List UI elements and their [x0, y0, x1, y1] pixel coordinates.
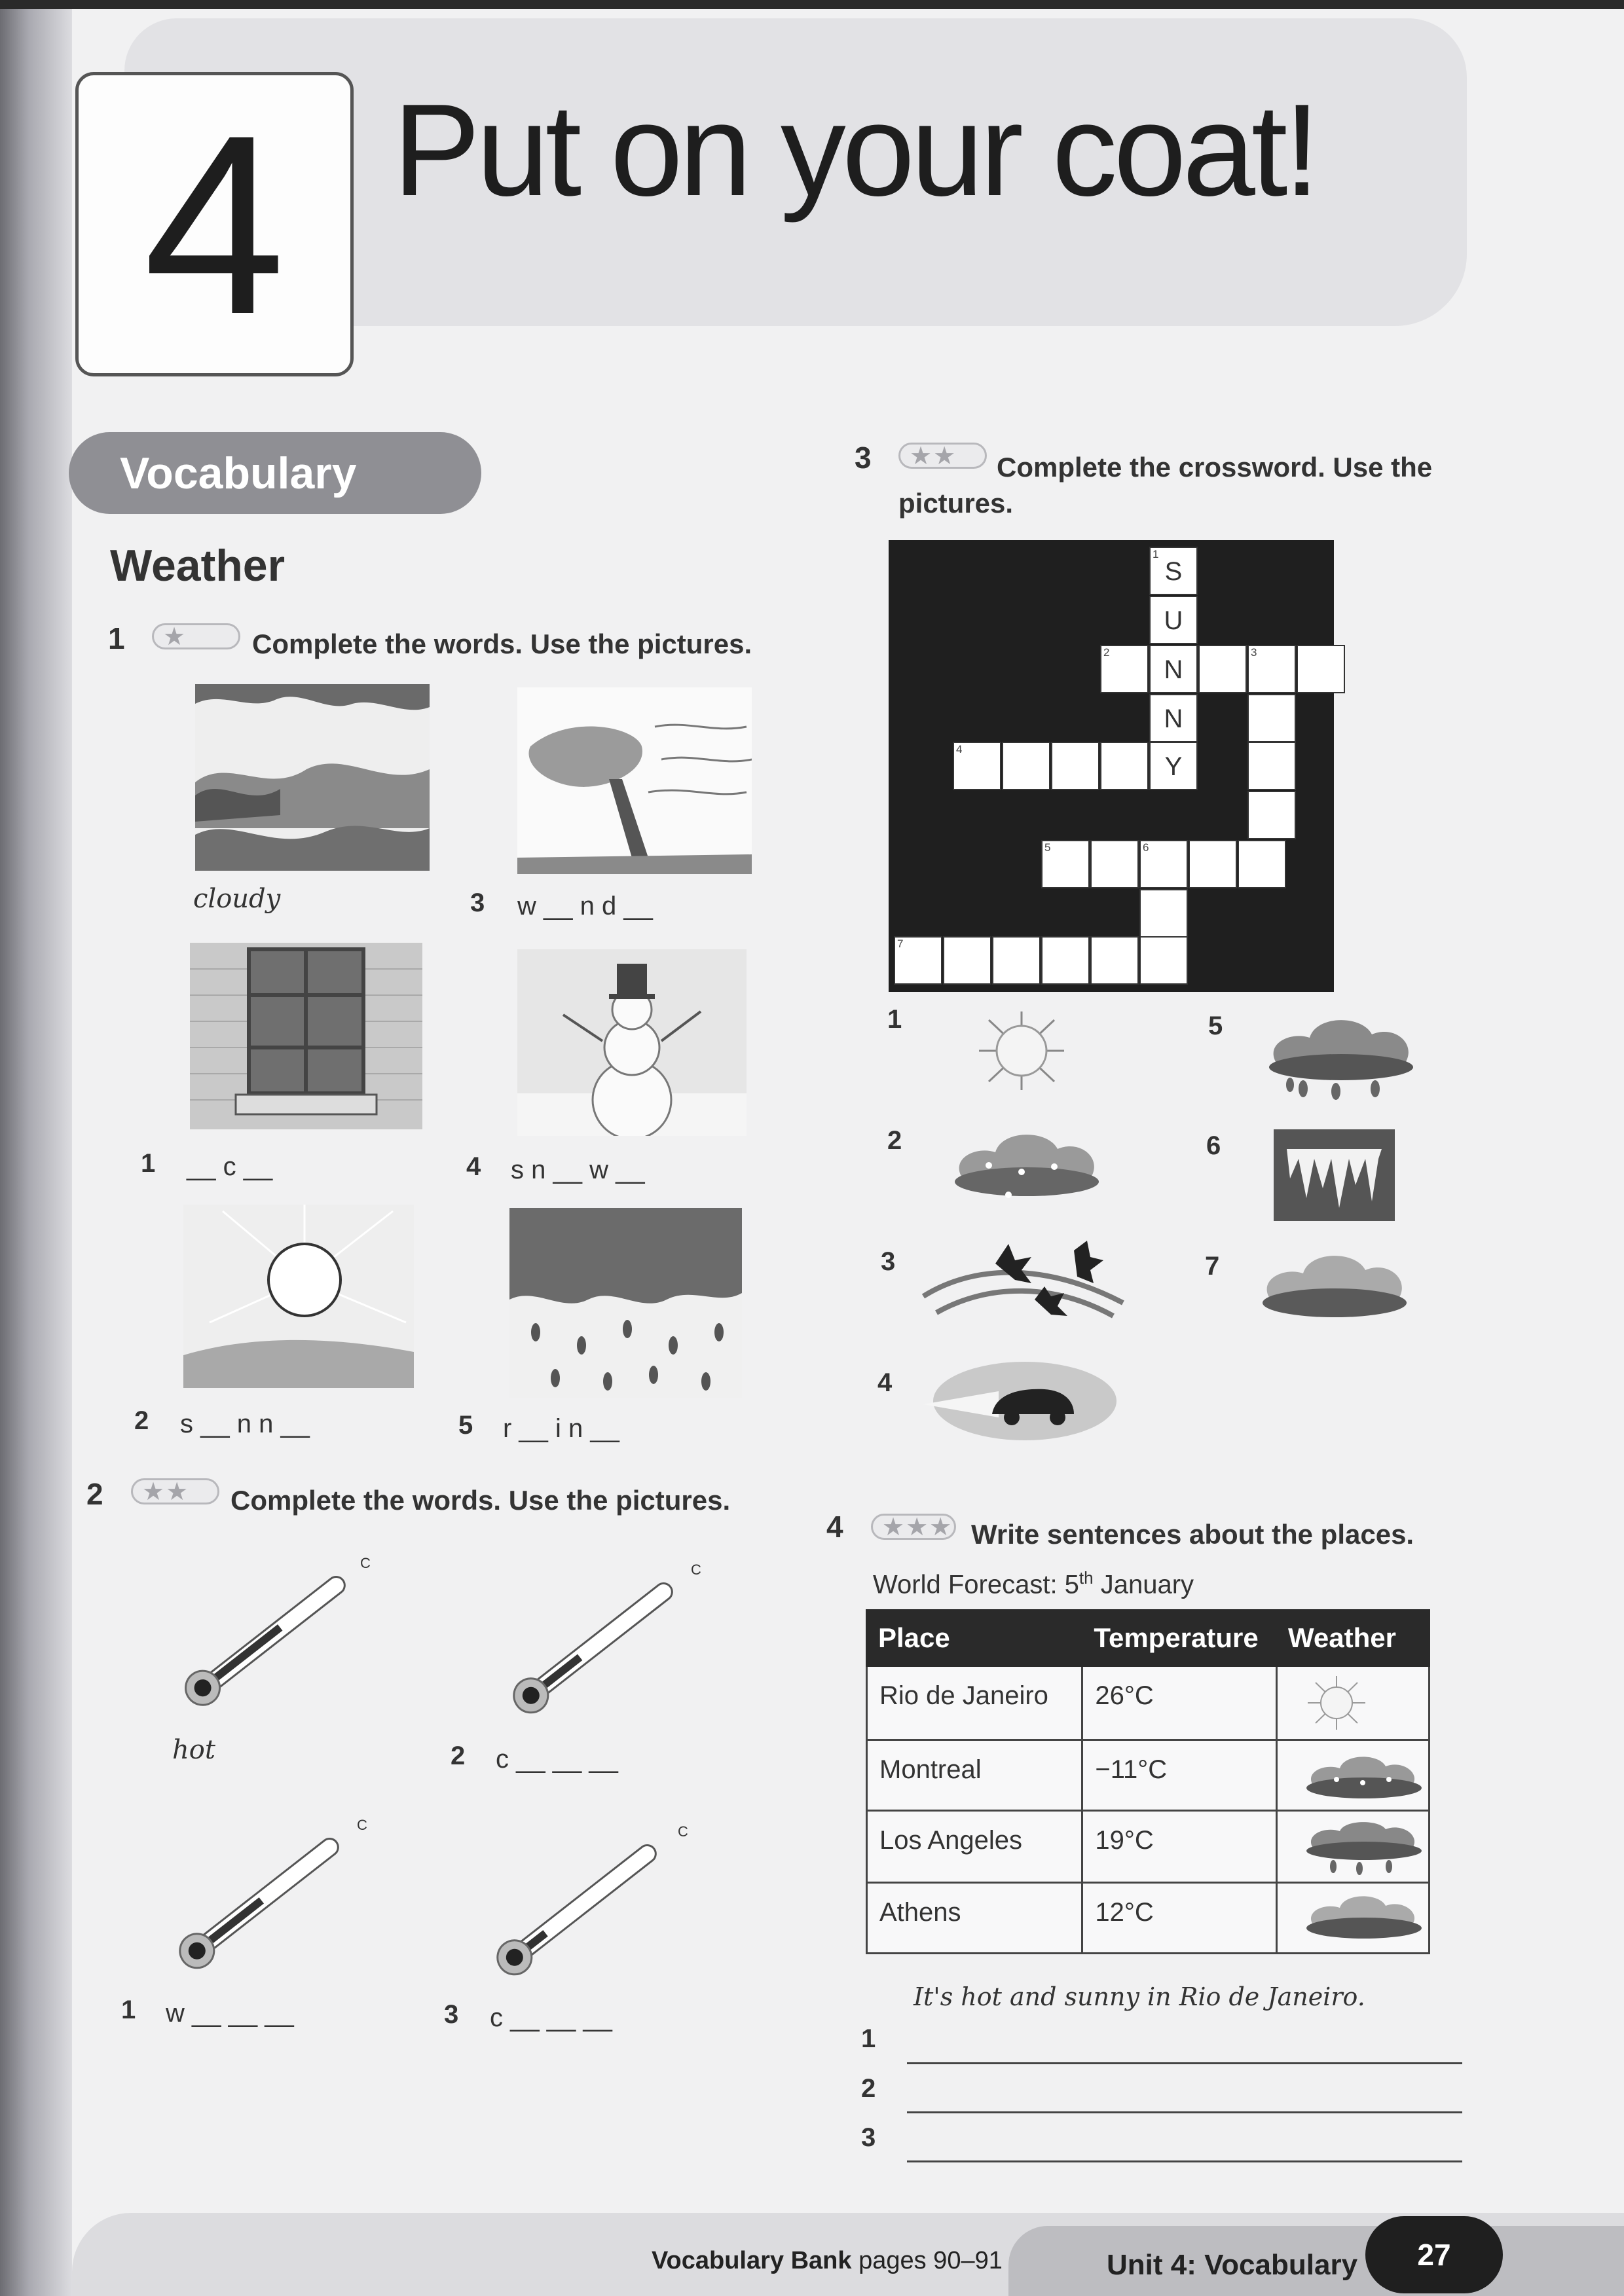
cell-temp: 26°C	[1082, 1666, 1277, 1740]
crossword-cell[interactable]	[1002, 742, 1050, 790]
top-edge	[0, 0, 1624, 9]
ex3-instruction-cont: pictures.	[898, 488, 1014, 519]
crossword-cell[interactable]	[1090, 936, 1139, 985]
ex2-item-num: 2	[451, 1741, 466, 1770]
crossword-cell-letter: S	[1164, 557, 1183, 586]
cell-place: Los Angeles	[867, 1811, 1082, 1883]
vocabulary-bank-pages: pages 90–91	[851, 2247, 1003, 2274]
ex2-item-label: c __ __ __	[496, 1745, 618, 1774]
crossword-cell[interactable]	[894, 936, 942, 985]
crossword-cell[interactable]	[1247, 694, 1296, 742]
answer-line-3[interactable]	[907, 2160, 1462, 2162]
section-label-text: Vocabulary	[120, 448, 357, 498]
page-number	[1365, 2216, 1503, 2293]
ex4-number: 4	[826, 1510, 843, 1544]
forecast-sup: th	[1079, 1568, 1094, 1588]
rain-cloud-icon	[1264, 1011, 1421, 1103]
cell-weather	[1277, 1883, 1430, 1954]
ex2-stars: ★★	[131, 1478, 219, 1504]
thermometer-icon	[170, 1813, 373, 1984]
cloud-icon	[1304, 1893, 1428, 1942]
crossword-cell[interactable]	[1100, 645, 1149, 693]
ex1-item-label: s __ n n __	[180, 1410, 310, 1438]
clue-number: 7	[1205, 1252, 1220, 1281]
cell-temp: −11°C	[1082, 1740, 1277, 1811]
crossword-cell[interactable]	[1041, 840, 1090, 888]
cell-place: Athens	[867, 1883, 1082, 1954]
ex2-item-num: 1	[121, 1995, 136, 2024]
ex3-stars: ★★	[898, 443, 987, 469]
ex4-instruction: Write sentences about the places.	[971, 1519, 1414, 1550]
crossword-cell[interactable]	[1247, 742, 1296, 790]
crossword-cell[interactable]	[992, 936, 1041, 985]
crossword-cell[interactable]	[953, 742, 1001, 790]
clue-number: 3	[881, 1247, 896, 1276]
cell-temp: 19°C	[1082, 1811, 1277, 1883]
scale-unit: C	[678, 1823, 688, 1840]
header-weather: Weather	[1277, 1611, 1430, 1666]
cell-place: Montreal	[867, 1740, 1082, 1811]
sun-icon	[976, 1008, 1067, 1093]
crossword-cell[interactable]	[1139, 936, 1188, 985]
crossword-cell-number: 5	[1044, 841, 1051, 854]
ex1-item-num: 5	[458, 1411, 473, 1440]
cell-temp: 12°C	[1082, 1883, 1277, 1954]
crossword-cell-number: 2	[1103, 646, 1110, 659]
crossword-cell[interactable]	[943, 936, 991, 985]
crossword-cell-letter: Y	[1164, 752, 1183, 781]
ex1-item-num: 4	[466, 1152, 481, 1181]
ex2-instruction: Complete the words. Use the pictures.	[231, 1485, 731, 1516]
scale-unit: C	[360, 1555, 371, 1571]
cloudy-picture	[195, 684, 430, 871]
crossword-cell[interactable]	[1100, 742, 1149, 790]
clue-number: 6	[1206, 1131, 1221, 1160]
scale-unit: C	[357, 1817, 367, 1833]
ex2-item-label: hot	[172, 1735, 215, 1765]
thermometer-icon	[177, 1552, 380, 1722]
table-header-row	[867, 1611, 1430, 1666]
table-row	[867, 1666, 1430, 1740]
windy-picture	[517, 687, 752, 874]
forecast-heading	[873, 1568, 1194, 1599]
ex3-instruction: Complete the crossword. Use the	[997, 452, 1433, 483]
ex1-stars: ★	[152, 623, 240, 649]
rainy-picture	[509, 1208, 742, 1398]
crossword-cell[interactable]	[1139, 840, 1188, 888]
crossword-cell[interactable]	[1051, 742, 1099, 790]
answer-line-1[interactable]	[907, 2062, 1462, 2064]
crossword-cell[interactable]	[1149, 694, 1198, 742]
crossword-cell[interactable]	[1149, 645, 1198, 693]
thermometer-icon	[488, 1820, 691, 1990]
cell-weather	[1277, 1811, 1430, 1883]
header-temperature: Temperature	[1082, 1611, 1277, 1666]
clue-number: 4	[877, 1368, 893, 1397]
book-spine-shadow	[0, 0, 72, 2296]
footer-unit-label: Unit 4: Vocabulary	[1107, 2249, 1358, 2281]
icicles-icon	[1274, 1129, 1395, 1221]
crossword-cell-number: 3	[1251, 646, 1257, 659]
crossword-cell[interactable]	[1238, 840, 1286, 888]
cell-weather	[1277, 1666, 1430, 1740]
answer-number: 3	[861, 2123, 876, 2152]
vocabulary-bank-ref	[652, 2247, 1003, 2275]
crossword-cell-number: 4	[956, 743, 963, 756]
ex1-instruction: Complete the words. Use the pictures.	[252, 629, 752, 659]
answer-line-2[interactable]	[907, 2111, 1462, 2113]
ex1-item-label: s n __ w __	[511, 1156, 645, 1184]
crossword-cell-number: 1	[1153, 548, 1159, 560]
clue-number: 5	[1208, 1011, 1223, 1040]
crossword-cell-letter: N	[1164, 655, 1183, 684]
ex1-item-label: w __ n d __	[517, 892, 653, 920]
section-label	[69, 432, 481, 514]
page-number-text: 27	[1417, 2238, 1451, 2272]
crossword-cell[interactable]	[1149, 547, 1198, 595]
snow-cloud-icon	[1304, 1750, 1428, 1802]
forecast-suffix: January	[1093, 1570, 1194, 1599]
answer-number: 2	[861, 2074, 876, 2103]
cell-place: Rio de Janeiro	[867, 1666, 1082, 1740]
thermometer-icon	[504, 1558, 707, 1728]
page-title: Put on your coat!	[393, 77, 1317, 223]
ex2-item-label: c __ __ __	[490, 2003, 612, 2032]
forecast-prefix: World Forecast: 5	[873, 1570, 1079, 1599]
ex2-item-label: w __ __ __	[166, 1999, 294, 2028]
cloud-icon	[1257, 1247, 1414, 1332]
section-heading: Weather	[110, 541, 286, 591]
ex2-number: 2	[86, 1477, 103, 1511]
ex1-item-label: cloudy	[193, 884, 281, 914]
example-sentence: It's hot and sunny in Rio de Janeiro.	[913, 1982, 1365, 2011]
snowy-picture	[517, 949, 747, 1136]
crossword-cell-number: 6	[1143, 841, 1149, 854]
sun-icon	[1304, 1673, 1369, 1732]
ex1-item-label: r __ i n __	[503, 1414, 619, 1443]
scale-unit: C	[691, 1561, 701, 1578]
crossword-cell[interactable]	[1189, 840, 1237, 888]
crossword-cell[interactable]	[1139, 889, 1188, 938]
unit-number: 4	[143, 81, 286, 367]
crossword-cell-letter: N	[1164, 704, 1183, 733]
ex1-item-num: 1	[141, 1149, 156, 1178]
ex1-item-num: 2	[134, 1406, 149, 1435]
answer-number: 1	[861, 2024, 876, 2053]
vocabulary-bank-label: Vocabulary Bank	[652, 2247, 852, 2274]
ex2-item-num: 3	[444, 2000, 459, 2029]
crossword-cell-number: 7	[897, 938, 904, 950]
table-row	[867, 1811, 1430, 1883]
snow-cloud-icon	[950, 1120, 1107, 1211]
clue-number: 1	[887, 1005, 902, 1034]
cell-weather	[1277, 1740, 1430, 1811]
fog-car-icon	[920, 1349, 1116, 1447]
ex1-item-num: 3	[470, 888, 485, 917]
crossword-cell[interactable]	[1041, 936, 1090, 985]
table-row	[867, 1883, 1430, 1954]
header-place: Place	[867, 1611, 1082, 1666]
cold-window-picture	[190, 943, 422, 1129]
table-row	[867, 1740, 1430, 1811]
crossword-cell[interactable]	[1247, 645, 1296, 693]
crossword-cell[interactable]	[1090, 840, 1139, 888]
wind-leaves-icon	[917, 1237, 1126, 1336]
crossword-cell[interactable]	[1247, 791, 1296, 839]
forecast-table	[866, 1609, 1430, 1954]
rain-cloud-icon	[1304, 1819, 1428, 1875]
crossword-cell[interactable]	[1198, 645, 1247, 693]
clue-number: 2	[887, 1126, 902, 1155]
crossword-cell[interactable]	[1297, 645, 1345, 693]
sunny-picture	[183, 1205, 414, 1388]
crossword-cell[interactable]	[1149, 742, 1198, 790]
ex3-number: 3	[855, 441, 872, 475]
ex1-number: 1	[108, 621, 125, 655]
crossword-cell[interactable]	[1149, 596, 1198, 644]
ex1-item-label: __ c __	[187, 1152, 273, 1181]
ex4-stars: ★★★	[871, 1514, 956, 1540]
crossword-cell-letter: U	[1164, 606, 1183, 635]
